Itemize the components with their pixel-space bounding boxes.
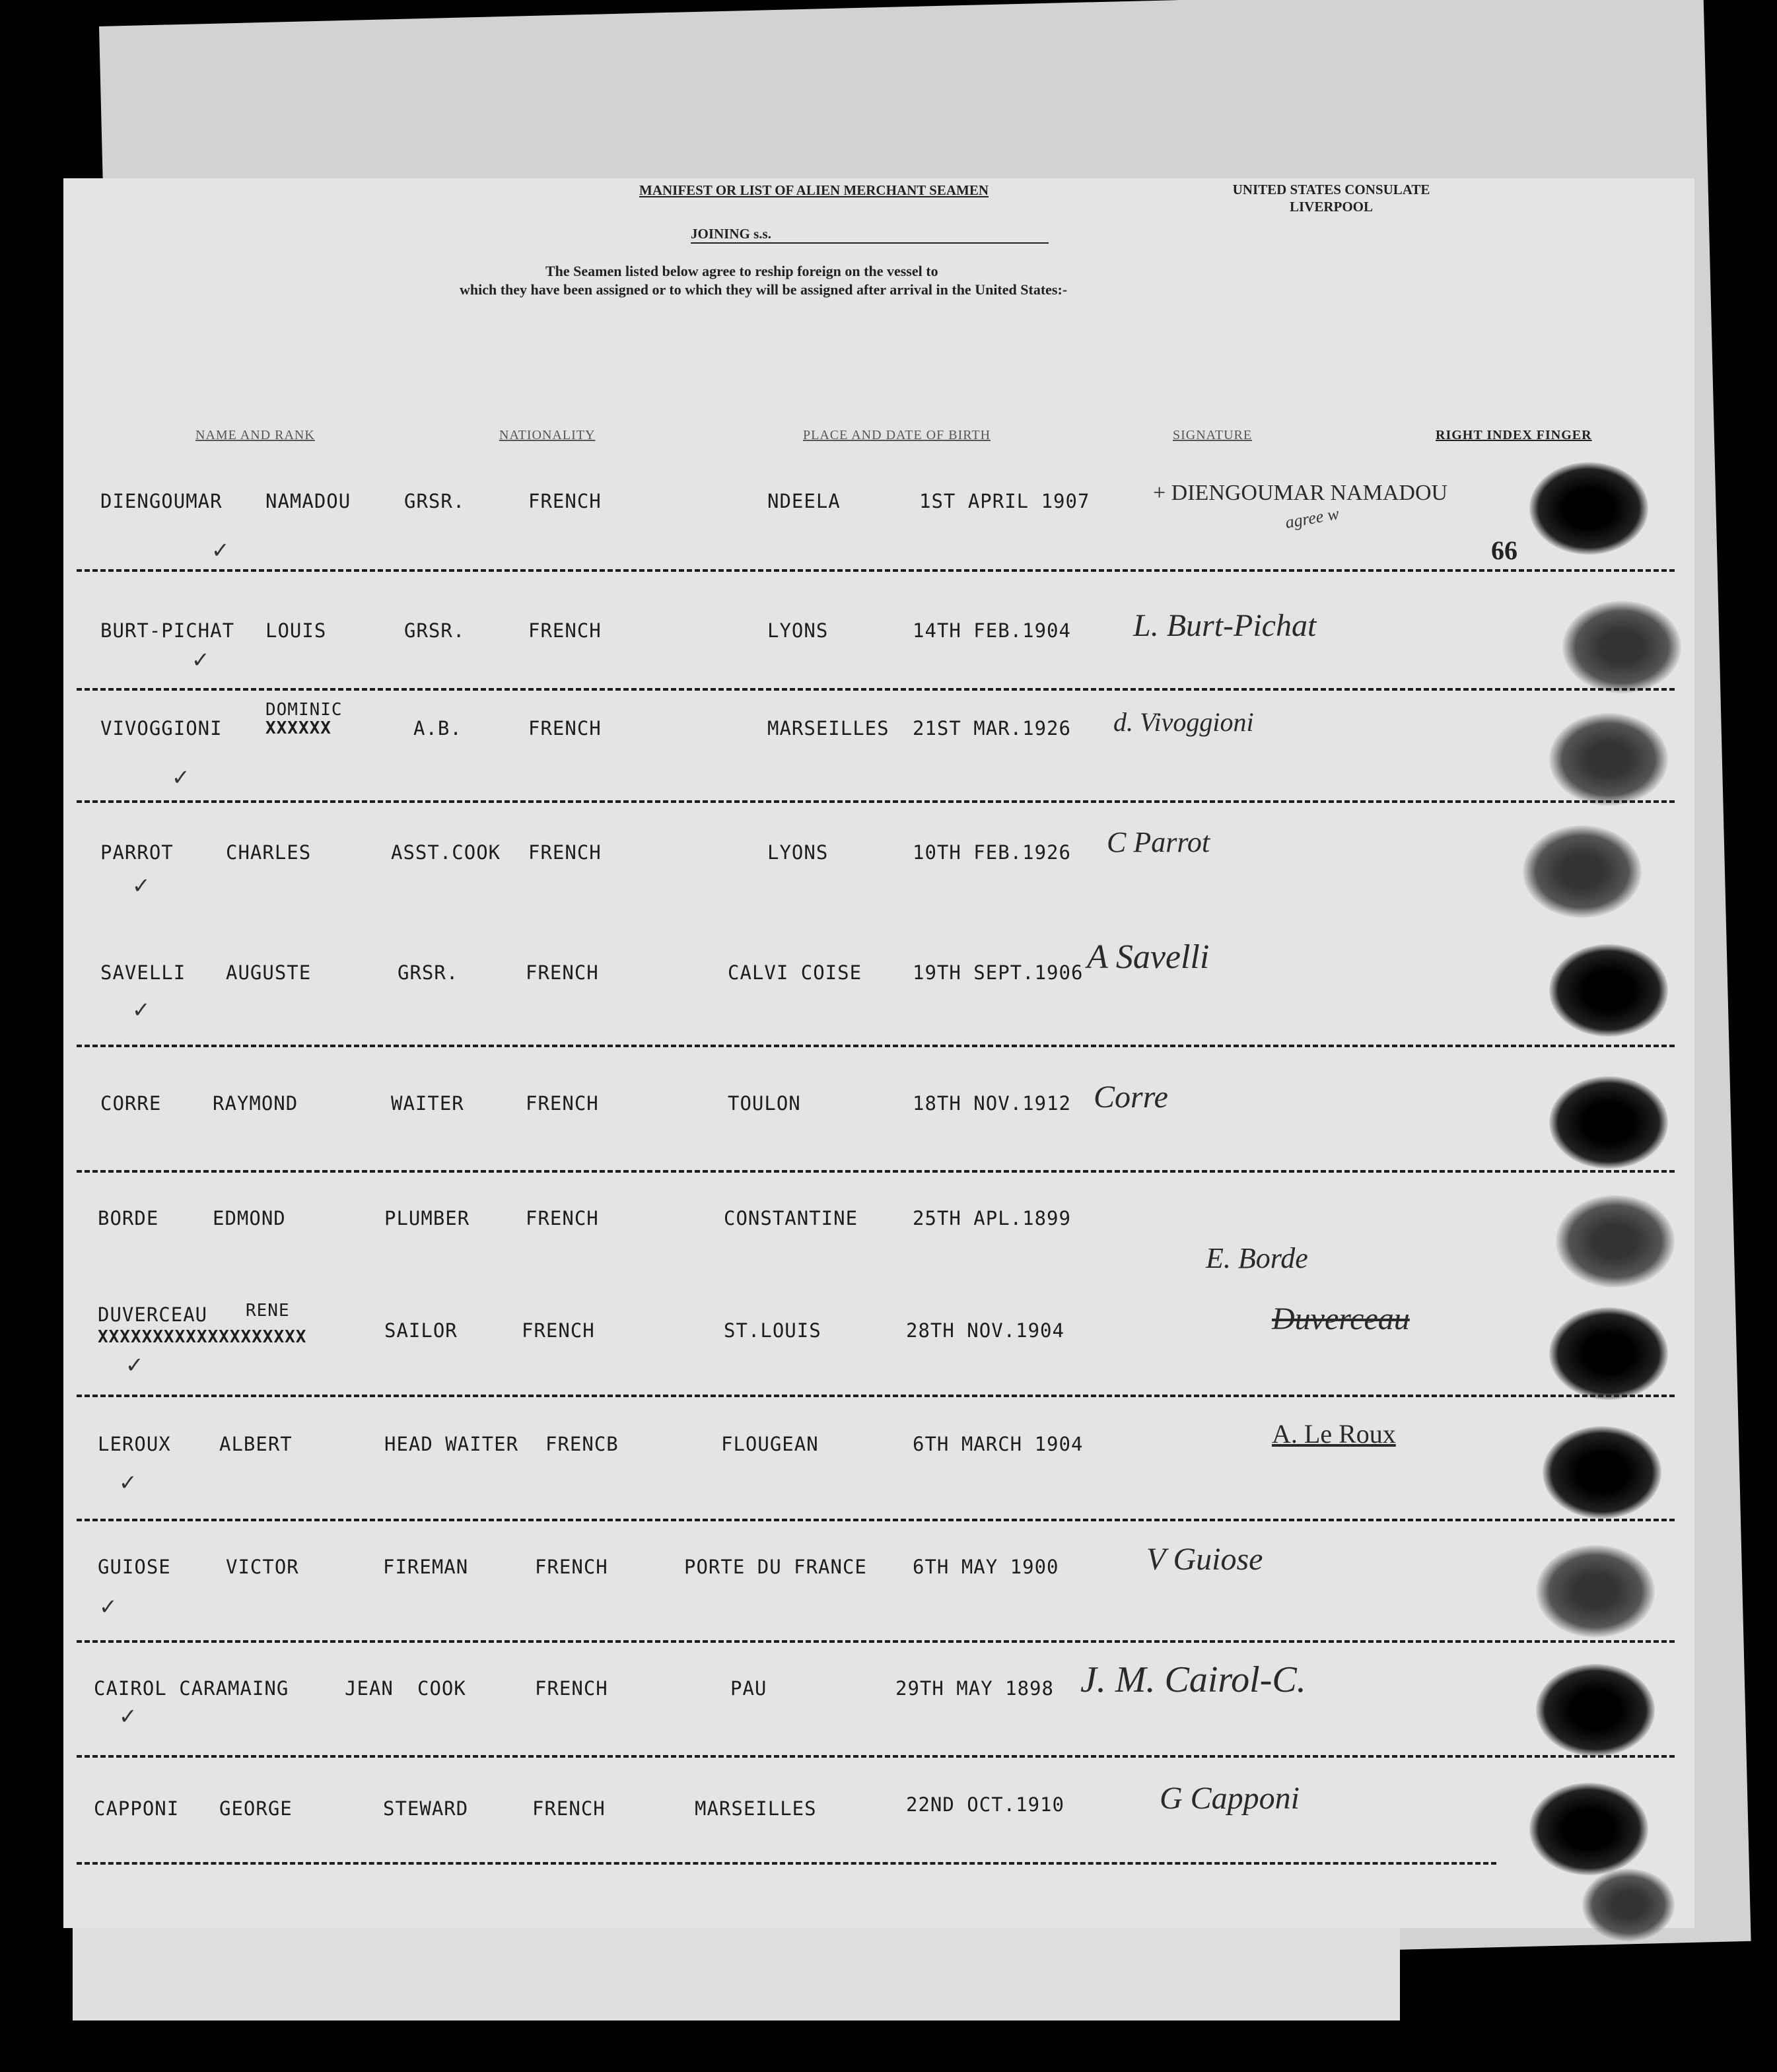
signature: Duverceau: [1272, 1301, 1410, 1336]
nationality: FRENCH: [526, 1207, 599, 1229]
intro-text: [460, 258, 1067, 304]
given-name-struck: XXXXXX: [265, 718, 331, 738]
fingerprint-smudge: [1582, 1869, 1675, 1941]
handwritten-note: agree w: [1284, 504, 1341, 532]
signature: C Parrot: [1107, 826, 1210, 858]
check-mark: ✓: [173, 762, 188, 791]
page-number: 66: [1491, 535, 1517, 565]
consulate-city: LIVERPOOL: [1289, 199, 1374, 215]
rank: COOK: [417, 1677, 466, 1700]
signature: + DIENGOUMAR NAMADOU: [1153, 481, 1448, 505]
fingerprint: [1556, 1195, 1675, 1288]
birth-date: 22ND OCT.1910: [906, 1793, 1064, 1816]
surname: BORDE: [98, 1207, 159, 1229]
surname: CAPPONI: [94, 1797, 180, 1820]
row-divider: [77, 1395, 1675, 1397]
surname: PARROT: [100, 841, 174, 864]
nationality: FRENCH: [535, 1677, 608, 1700]
given-name: VICTOR: [226, 1556, 299, 1578]
fingerprint: [1549, 944, 1668, 1037]
row-divider: [77, 569, 1675, 572]
given-name: NAMADOU: [265, 490, 351, 512]
given-name: LOUIS: [265, 619, 327, 642]
birth-date: 14TH FEB.1904: [913, 619, 1071, 642]
col-signature: SIGNATURE: [1173, 428, 1253, 442]
signature: A. Le Roux: [1272, 1419, 1396, 1449]
birth-place: MARSEILLES: [767, 717, 889, 740]
nationality: FRENCH: [528, 841, 602, 864]
birth-place: LYONS: [767, 841, 829, 864]
surname: VIVOGGIONI: [100, 717, 223, 740]
col-finger: RIGHT INDEX FINGER: [1436, 428, 1592, 442]
col-nationality: NATIONALITY: [499, 428, 596, 442]
birth-date: 28TH NOV.1904: [906, 1319, 1064, 1342]
fingerprint: [1529, 462, 1648, 555]
nationality: FRENCH: [532, 1797, 606, 1820]
birth-place: FLOUGEAN: [721, 1433, 819, 1455]
surname: SAVELLI: [100, 961, 186, 984]
nationality: FRENCH: [535, 1556, 608, 1578]
row-divider: [77, 1862, 1496, 1865]
check-mark: ✓: [193, 644, 208, 673]
nationality: FRENCH: [528, 490, 602, 512]
birth-place: NDEELA: [767, 490, 841, 512]
intro-line-2: which they have been assigned or to which they will be assigned after arrival in the United States:-: [460, 281, 1068, 298]
signature: V Guiose: [1146, 1542, 1263, 1577]
row-divider: [77, 1755, 1675, 1758]
fingerprint: [1536, 1664, 1655, 1756]
sheet-bottom-edge: [73, 1928, 1400, 2020]
rank: GRSR.: [404, 490, 466, 512]
fingerprint: [1529, 1783, 1648, 1875]
given-name-struck: XXXXXXXXXXXXXXXXXXX: [98, 1327, 307, 1347]
intro-line-1: The Seamen listed below agree to reship foreign on the vessel to: [545, 263, 938, 279]
row-divider: [77, 800, 1675, 803]
signature: A Savelli: [1087, 938, 1210, 976]
nationality: FRENCH: [528, 717, 602, 740]
given-name: RAYMOND: [213, 1092, 298, 1115]
surname: LEROUX: [98, 1433, 171, 1455]
fingerprint: [1523, 825, 1642, 918]
nationality: FRENCH: [522, 1319, 595, 1342]
row-divider: [77, 1519, 1675, 1521]
surname: BURT-PICHAT: [100, 619, 235, 642]
given-name: JEAN: [345, 1677, 394, 1700]
birth-date: 19TH SEPT.1906: [913, 961, 1084, 984]
signature: J. M. Cairol-C.: [1080, 1659, 1306, 1700]
rank: GRSR.: [404, 619, 466, 642]
birth-date: 10TH FEB.1926: [913, 841, 1071, 864]
rank: PLUMBER: [384, 1207, 470, 1229]
birth-place: ST.LOUIS: [724, 1319, 821, 1342]
birth-date: 21ST MAR.1926: [913, 717, 1071, 740]
given-name: DOMINIC: [265, 700, 343, 720]
col-birth: PLACE AND DATE OF BIRTH: [803, 428, 991, 442]
birth-date: 6TH MAY 1900: [913, 1556, 1059, 1578]
fingerprint: [1549, 1307, 1668, 1400]
nationality: FRENCB: [545, 1433, 619, 1455]
birth-place: TOULON: [728, 1092, 801, 1115]
rank: FIREMAN: [383, 1556, 469, 1578]
birth-place: PORTE DU FRANCE: [684, 1556, 867, 1578]
surname: CORRE: [100, 1092, 162, 1115]
signature: d. Vivoggioni: [1113, 707, 1254, 737]
fingerprint: [1543, 1426, 1661, 1519]
given-name: AUGUSTE: [226, 961, 312, 984]
given-name: ALBERT: [219, 1433, 293, 1455]
rank: STEWARD: [383, 1797, 469, 1820]
surname: DUVERCEAU: [98, 1303, 208, 1326]
check-mark: ✓: [133, 994, 149, 1023]
check-mark: ✓: [100, 1591, 116, 1620]
birth-date: 18TH NOV.1912: [913, 1092, 1071, 1115]
rank: HEAD WAITER: [384, 1433, 519, 1455]
rank: A.B.: [413, 717, 462, 740]
consulate-name: UNITED STATES CONSULATE: [1232, 182, 1430, 197]
fingerprint: [1562, 601, 1681, 693]
fingerprint: [1536, 1545, 1655, 1638]
row-divider: [77, 1045, 1675, 1047]
birth-date: 25TH APL.1899: [913, 1207, 1071, 1229]
birth-place: PAU: [730, 1677, 767, 1700]
nationality: FRENCH: [526, 1092, 599, 1115]
rank: GRSR.: [398, 961, 459, 984]
manifest-sheet: [63, 178, 1694, 1928]
birth-place: MARSEILLES: [695, 1797, 817, 1820]
birth-place: LYONS: [767, 619, 829, 642]
birth-place: CALVI COISE: [728, 961, 862, 984]
consulate-label: [1193, 181, 1470, 215]
check-mark: ✓: [120, 1467, 135, 1496]
signature: E. Borde: [1206, 1242, 1308, 1274]
surname: GUIOSE: [98, 1556, 171, 1578]
birth-date: 6TH MARCH 1904: [913, 1433, 1084, 1455]
row-divider: [77, 1170, 1675, 1173]
fingerprint: [1549, 713, 1668, 806]
surname: DIENGOUMAR: [100, 490, 223, 512]
check-mark: ✓: [127, 1350, 142, 1379]
check-mark: ✓: [120, 1701, 135, 1730]
birth-date: 1ST APRIL 1907: [919, 490, 1090, 512]
given-name: RENE: [246, 1301, 290, 1321]
fingerprint: [1549, 1076, 1668, 1169]
signature: G Capponi: [1160, 1781, 1300, 1816]
nationality: FRENCH: [528, 619, 602, 642]
col-name-rank: NAME AND RANK: [195, 428, 315, 442]
rank: SAILOR: [384, 1319, 458, 1342]
joining-vessel: JOINING s.s.: [691, 226, 1049, 244]
given-name: EDMOND: [213, 1207, 286, 1229]
row-divider: [77, 1640, 1675, 1643]
birth-place: CONSTANTINE: [724, 1207, 858, 1229]
rank: ASST.COOK: [391, 841, 501, 864]
manifest-title: MANIFEST OR LIST OF ALIEN MERCHANT SEAMEN: [639, 182, 989, 198]
nationality: FRENCH: [526, 961, 599, 984]
check-mark: ✓: [133, 870, 149, 899]
surname: CAIROL CARAMAING: [94, 1677, 289, 1700]
given-name: GEORGE: [219, 1797, 293, 1820]
signature: Corre: [1094, 1080, 1168, 1115]
rank: WAITER: [391, 1092, 464, 1115]
signature: L. Burt-Pichat: [1133, 608, 1317, 643]
row-divider: [77, 688, 1675, 691]
check-mark: ✓: [213, 535, 228, 564]
given-name: CHARLES: [226, 841, 312, 864]
birth-date: 29TH MAY 1898: [895, 1677, 1054, 1700]
